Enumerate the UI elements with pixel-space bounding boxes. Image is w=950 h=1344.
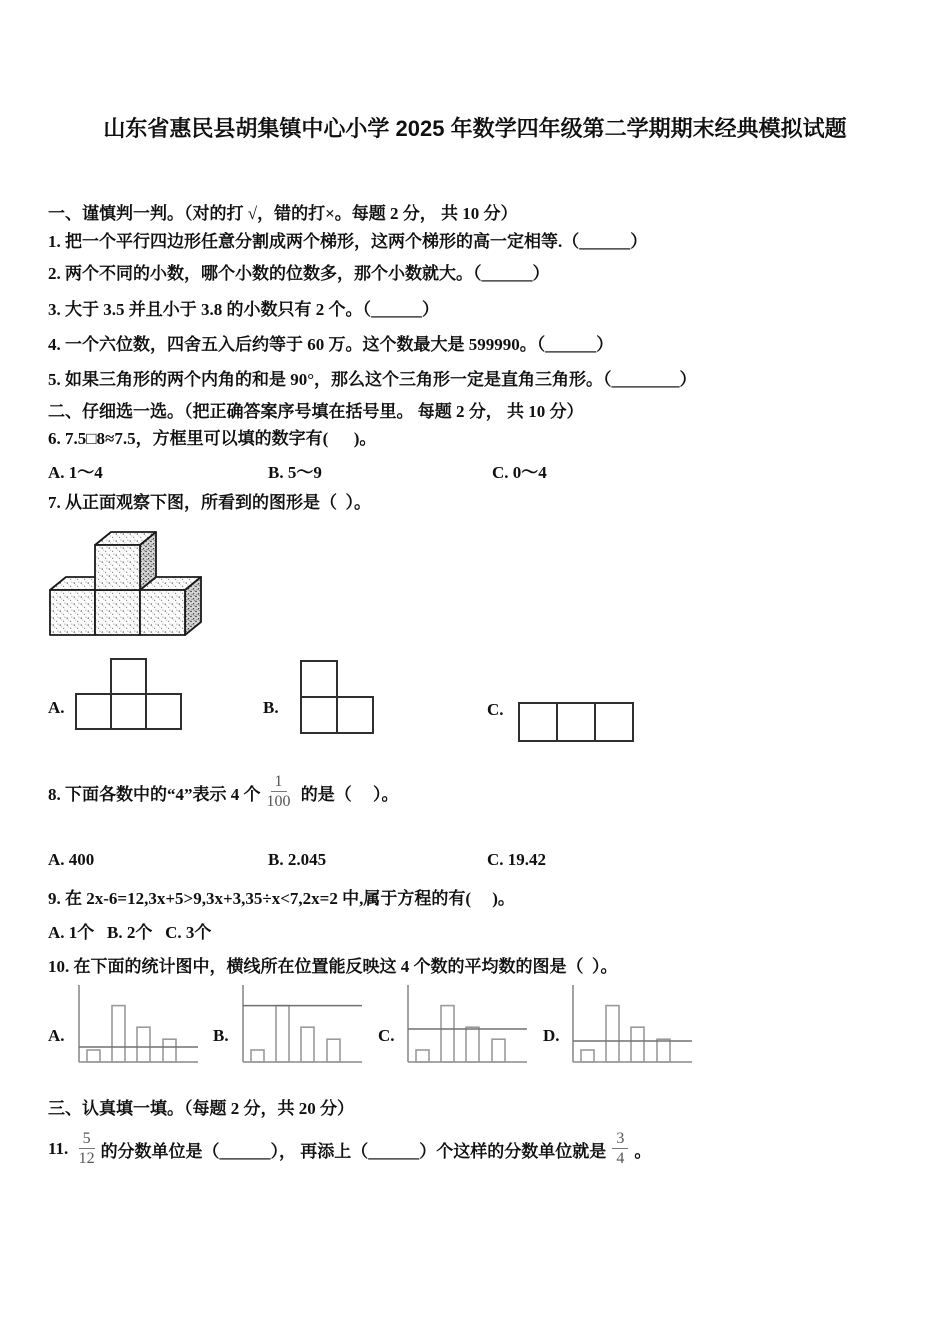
question-5: 5. 如果三角形的两个内角的和是 90°，那么这个三角形一定是直角三角形。（________） xyxy=(48,370,697,389)
q8-option-a: A. 400 xyxy=(48,850,95,869)
q7-option-a-label: A. xyxy=(48,698,65,717)
section-2-header: 二、仔细选一选。（把正确答案序号填在括号里。 每题 2 分， 共 10 分） xyxy=(48,402,584,421)
q6-option-b: B. 5～9 xyxy=(268,463,322,482)
q10-chart-a-label: A. xyxy=(48,1026,65,1045)
question-10: 10. 在下面的统计图中，横线所在位置能反映这 4 个数的平均数的图是（ ）。 xyxy=(48,957,618,976)
question-1: 1. 把一个平行四边形任意分割成两个梯形，这两个梯形的高一定相等.（______） xyxy=(48,232,648,251)
cube-stack-figure xyxy=(45,525,215,645)
q9-options: A. 1个 B. 2个 C. 3个 xyxy=(48,923,212,942)
question-4: 4. 一个六位数，四舍五入后约等于 60 万。这个数最大是 599990。（______） xyxy=(48,335,614,354)
q8-text-suffix: 的是（ ）。 xyxy=(296,784,399,804)
shape-cell xyxy=(110,658,147,695)
q11-number: 11. xyxy=(48,1139,73,1158)
q7-option-c-label: C. xyxy=(487,700,504,719)
q11-text-middle: 的分数单位是（______）， 再添上（______）个这样的分数单位就是 xyxy=(100,1141,607,1161)
question-8 xyxy=(48,766,399,818)
q10-chart-d xyxy=(570,983,695,1068)
q10-chart-c xyxy=(405,983,530,1068)
q10-chart-a xyxy=(76,983,201,1068)
q10-chart-b-label: B. xyxy=(213,1026,229,1045)
q10-chart-c-label: C. xyxy=(378,1026,395,1045)
fraction-5-12: $\frac{5}{12}$ xyxy=(78,1130,95,1167)
q10-chart-b xyxy=(240,983,365,1068)
question-11 xyxy=(48,1120,651,1178)
question-7: 7. 从正面观察下图，所看到的图形是（ ）。 xyxy=(48,493,371,512)
q8-text-prefix: 8. 下面各数中的“4”表示 4 个 xyxy=(48,784,261,804)
shape-cell xyxy=(145,693,182,730)
shape-cell xyxy=(110,693,147,730)
section-1-header: 一、谨慎判一判。（对的打 √，错的打×。每题 2 分， 共 10 分） xyxy=(48,204,518,223)
q7-option-b-label: B. xyxy=(263,698,279,717)
fraction-3-4: $\frac{3}{4}$ xyxy=(612,1130,628,1167)
section-3-header: 三、认真填一填。（每题 2 分，共 20 分） xyxy=(48,1099,354,1118)
shape-cell xyxy=(75,693,112,730)
q8-option-c: C. 19.42 xyxy=(487,850,547,869)
question-9: 9. 在 2x-6=12,3x+5>9,3x+3,35÷x<7,2x=2 中,属于方程的有( )。 xyxy=(48,889,515,908)
page-title: 山东省惠民县胡集镇中心小学 2025 年数学四年级第二学期期末经典模拟试题 xyxy=(103,116,847,141)
shape-cell xyxy=(556,702,596,742)
fraction-1-100: $\frac{1}{100}$ xyxy=(266,773,291,810)
shape-cell xyxy=(336,696,374,734)
shape-cell xyxy=(594,702,634,742)
q6-option-c: C. 0～4 xyxy=(492,463,547,482)
question-6: 6. 7.5□8≈7.5，方框里可以填的数字有( )。 xyxy=(48,429,377,448)
q8-option-b: B. 2.045 xyxy=(268,850,327,869)
shape-cell xyxy=(518,702,558,742)
q10-chart-d-label: D. xyxy=(543,1026,560,1045)
shape-cell xyxy=(300,696,338,734)
q11-text-end: 。 xyxy=(634,1141,652,1161)
question-2: 2. 两个不同的小数，哪个小数的位数多，那个小数就大。（______） xyxy=(48,264,550,283)
question-3: 3. 大于 3.5 并且小于 3.8 的小数只有 2 个。（______） xyxy=(48,300,439,319)
shape-cell xyxy=(300,660,338,698)
q6-option-a: A. 1～4 xyxy=(48,463,103,482)
